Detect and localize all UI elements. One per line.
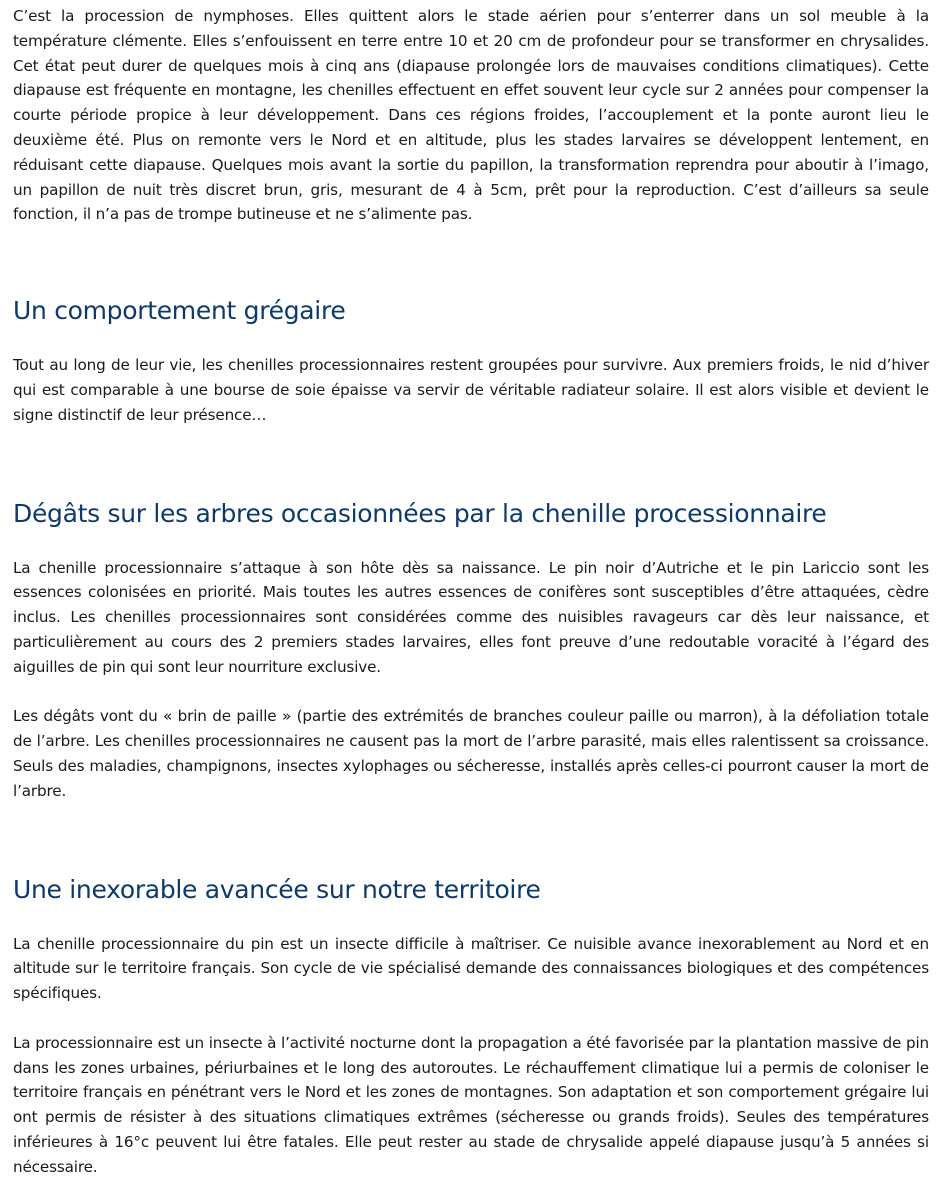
tree-damage-paragraph-2: Les dégâts vont du « brin de paille » (partie des extrémités de branches couleur paille ou marron), à la défoliation totale de l’arbre. Les chenilles processionnaires ne causent pas la mort de l’arbre parasité, mais elles ralentissent sa croissance. Seuls des maladies, champignons, insectes xylophages ou sécheresse, installés après celles-ci pourront causer la mort de l’arbre. xyxy=(13,707,929,800)
intro-paragraph: C’est la procession de nymphoses. Elles quittent alors le stade aérien pour s’enterrer dans un sol meuble à la température clémente. Elles s’enfouissent en terre entre 10 et 20 cm de profondeur pour se transformer en chrysalides. Cet état peut durer de quelques mois à cinq ans (diapause prolongée lors de mauvaises conditions climatiques). Cette diapause est fréquente en montagne, les chenilles effectuent en effet souvent leur cycle sur 2 années pour compenser la courte période propice à leur développement. Dans ces régions froides, l’accouplement et la ponte auront lieu le deuxième été. Plus on remonte vers le Nord et en altitude, plus les stades larvaires se développent lentement, en réduisant cette diapause. Quelques mois avant la sortie du papillon, la transformation reprendra pour aboutir à l’imago, un papillon de nuit très discret brun, gris, mesurant de 4 à 5cm, prêt pour la reproduction. C’est d’ailleurs sa seule fonction, il n’a pas de trompe butineuse et ne s’alimente pas. xyxy=(13,7,929,224)
tree-damage-paragraph-1: La chenille processionnaire s’attaque à son hôte dès sa naissance. Le pin noir d’Autriche et le pin Lariccio sont les essences colonisées en priorité. Mais toutes les autres essences de conifères sont susceptibles d’être attaquées, cèdre inclus. Les chenilles processionnaires sont considérées comme des nuisibles ravageurs car dès leur naissance, et particulièrement au cours des 2 premiers stades larvaires, elles font preuve d’une redoutable voracité à l’égard des aiguilles de pin qui sont leur nourriture exclusive. xyxy=(13,558,929,676)
section-heading-territory-advance: Une inexorable avancée sur notre territoire xyxy=(13,874,541,904)
territory-paragraph-1: La chenille processionnaire du pin est un insecte difficile à maîtriser. Ce nuisible avance inexorablement au Nord et en altitude sur le territoire français. Son cycle de vie spécialisé demande des connaissances biologiques et des compétences spécifiques. xyxy=(13,934,929,1003)
gregarious-paragraph: Tout au long de leur vie, les chenilles processionnaires restent groupées pour survivre. Aux premiers froids, le nid d’hiver qui est comparable à une bourse de soie épaisse va servir de véritable radiateur solaire. Il est alors visible et devient le signe distinctif de leur présence… xyxy=(13,356,929,424)
section-heading-gregarious: Un comportement grégaire xyxy=(13,296,346,326)
section-heading-tree-damage: Dégâts sur les arbres occasionnées par la chenille processionnaire xyxy=(13,498,827,528)
territory-paragraph-2: La processionnaire est un insecte à l’activité nocturne dont la propagation a été favorisée par la plantation massive de pin dans les zones urbaines, périurbaines et le long des autoroutes. Le réchauffement climatique lui a permis de coloniser le territoire français en pénétrant vers le Nord et les zones de montagnes. Son adaptation et son comportement grégaire lui ont permis de résister à des situations climatiques extrêmes (sécheresse ou grands froids). Seules des températures inférieures à 16°c peuvent lui être fatales. Elle peut rester au stade de chrysalide appelé diapause jusqu’à 5 années si nécessaire. xyxy=(13,1033,929,1176)
